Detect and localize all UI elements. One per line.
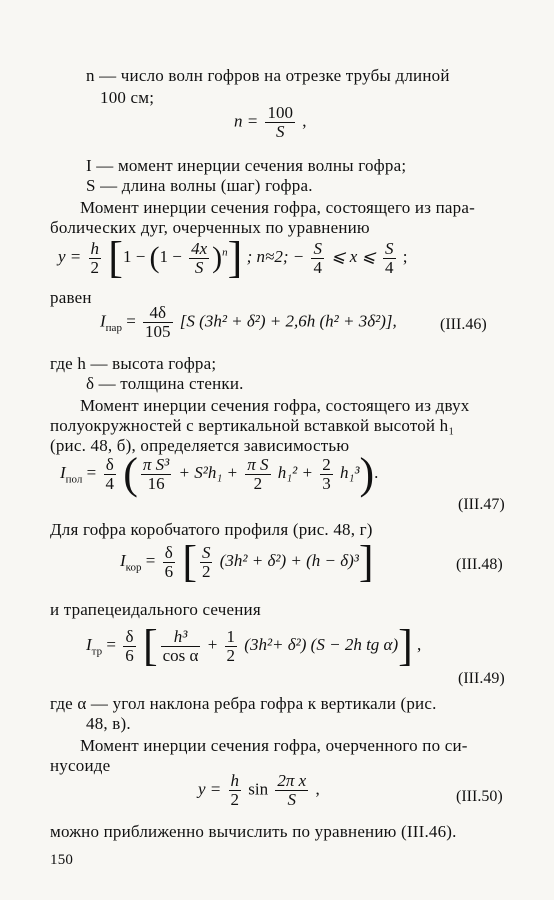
text-line: (рис. 48, б), определяется зависимостью [50, 436, 350, 455]
denominator: S [275, 122, 285, 141]
equals: = [86, 462, 97, 482]
paren: ) [212, 241, 223, 274]
equation-y-parabola [58, 233, 408, 282]
fraction [161, 628, 201, 665]
text-line: нусоиде [50, 756, 111, 775]
equation-n [234, 104, 306, 141]
numerator: δ [163, 544, 176, 563]
text-line: n — число волн гофров на отрезке трубы длиной [86, 66, 450, 85]
equation-number: (III.50) [456, 788, 503, 805]
denominator: 16 [147, 473, 165, 493]
denominator: 4 [313, 257, 322, 277]
eq-text: 1 − [159, 246, 187, 266]
text-line: I — момент инерции сечения волны гофра; [86, 156, 407, 175]
eq-tail: ; [402, 246, 408, 266]
denominator: cos α [162, 645, 199, 665]
denominator: 6 [164, 561, 174, 581]
subscript: тр [91, 645, 103, 658]
fraction [320, 456, 333, 493]
fraction [275, 772, 308, 809]
text-line: S — длина волны (шаг) гофра. [86, 176, 313, 195]
numerator: 4δ [143, 304, 173, 323]
eq-lhs: n = [234, 111, 259, 131]
subscript: пол [65, 473, 83, 486]
denominator: S [287, 790, 297, 809]
bracket: [ [142, 621, 158, 670]
subscript: кор [125, 561, 142, 574]
paren: ) [359, 449, 375, 498]
numerator: 4x [191, 238, 208, 258]
fraction [141, 456, 171, 493]
fraction [143, 304, 173, 341]
eq-text: 1 − [122, 246, 150, 266]
fraction [245, 456, 270, 493]
eq-tail: . [374, 462, 379, 482]
numerator: S [313, 238, 322, 258]
bracket: [ [108, 233, 123, 282]
denominator: 2 [90, 257, 100, 277]
fraction [189, 240, 209, 277]
text-line: где h — высота гофра; [50, 354, 217, 373]
text-line: Момент инерции сечения гофра, состоящего из двух [80, 396, 470, 415]
paren: ( [123, 449, 138, 498]
denominator: 105 [145, 322, 171, 341]
bracket: ] [227, 233, 243, 282]
eq-text: ; n≈2; − [246, 246, 305, 266]
fraction [265, 104, 295, 141]
equals: = [106, 634, 116, 654]
denominator: 4 [105, 473, 114, 493]
fraction [311, 240, 324, 277]
eq-body: [S (3h² + δ²) + 2,6h (h² + 3δ²)], [179, 311, 397, 331]
numerator: π S³ [142, 454, 170, 474]
eq-text: + S²h₁ + [178, 462, 238, 482]
eq-text: sin [248, 779, 269, 799]
equation-III-46 [100, 304, 397, 341]
text-line: Момент инерции сечения гофра, очерченного по си- [80, 736, 468, 755]
fraction [163, 544, 176, 581]
equation-III-48 [120, 537, 374, 586]
exponent: n [222, 246, 228, 259]
text-line: где α — угол наклона ребра гофра к вертикали (рис. [50, 694, 437, 713]
numerator: h [90, 238, 100, 258]
fraction [225, 628, 238, 665]
numerator: 100 [267, 103, 293, 122]
equals: = [126, 311, 136, 331]
numerator: δ [104, 456, 117, 475]
eq-text: ⩽ x ⩽ [331, 246, 376, 266]
eq-text: h₁³ [340, 462, 360, 482]
text-line: 48, в). [86, 714, 131, 733]
text-line: полуокружностей с вертикальной вставкой высотой h₁ [50, 416, 455, 435]
text-line: болических дуг, очерченных по уравнению [50, 218, 370, 237]
numerator: δ [123, 628, 136, 647]
eq-tail: , [417, 634, 422, 654]
eq-tail: , [315, 779, 320, 799]
fraction [200, 544, 213, 581]
bracket: [ [182, 537, 197, 586]
eq-lhs: y = [198, 779, 222, 799]
eq-lhs: I [120, 550, 126, 570]
denominator: 3 [322, 473, 331, 493]
text-line: равен [50, 288, 92, 307]
equation-III-50 [198, 772, 320, 809]
numerator: S [201, 542, 211, 562]
eq-text: + [207, 634, 218, 654]
fraction [89, 240, 102, 277]
text-line: Для гофра коробчатого профиля (рис. 48, г) [50, 520, 373, 539]
eq-text: h₁² + [277, 462, 313, 482]
denominator: 6 [125, 645, 134, 665]
fraction [229, 772, 242, 809]
subscript: пар [105, 321, 122, 334]
equation-III-49 [86, 621, 422, 670]
equation-III-47 [60, 449, 379, 498]
eq-lhs: I [60, 462, 66, 482]
numerator: 1 [226, 626, 236, 646]
eq-body: (3h² + δ²) + (h − δ)³ [219, 550, 359, 570]
numerator: π S [247, 454, 269, 474]
text-line: δ — толщина стенки. [86, 374, 244, 393]
bracket: ] [398, 621, 413, 670]
denominator: S [194, 257, 204, 277]
text-line: 100 см; [100, 88, 155, 107]
equation-number: (III.48) [456, 556, 503, 573]
numerator: 2 [322, 454, 331, 474]
fraction [123, 628, 136, 665]
eq-body: (3h²+ δ²) (S − 2h tg α) [244, 634, 399, 654]
fraction [383, 240, 396, 277]
denominator: 2 [253, 473, 263, 493]
denominator: 4 [385, 257, 394, 277]
page-number: 150 [50, 852, 74, 868]
equals: = [145, 550, 156, 570]
numerator: 2π x [277, 771, 307, 790]
eq-lhs: I [86, 634, 92, 654]
fraction [104, 456, 117, 493]
numerator: S [385, 238, 394, 258]
bracket: ] [358, 537, 374, 586]
paren: ( [149, 241, 160, 274]
eq-lhs: y = [58, 246, 82, 266]
denominator: 2 [201, 561, 211, 581]
eq-lhs: I [100, 311, 106, 331]
denominator: 2 [226, 645, 236, 665]
eq-tail: , [302, 111, 307, 131]
equation-number: (III.49) [458, 670, 505, 687]
numerator: h³ [161, 628, 201, 647]
text-line: Момент инерции сечения гофра, состоящего из пара- [80, 198, 475, 217]
text-line: можно приближенно вычислить по уравнению (III.46). [50, 822, 457, 841]
text-line: и трапецеидального сечения [50, 600, 261, 619]
equation-number: (III.46) [440, 316, 487, 333]
equation-number: (III.47) [458, 496, 505, 513]
numerator: h [230, 771, 240, 790]
denominator: 2 [230, 790, 240, 809]
